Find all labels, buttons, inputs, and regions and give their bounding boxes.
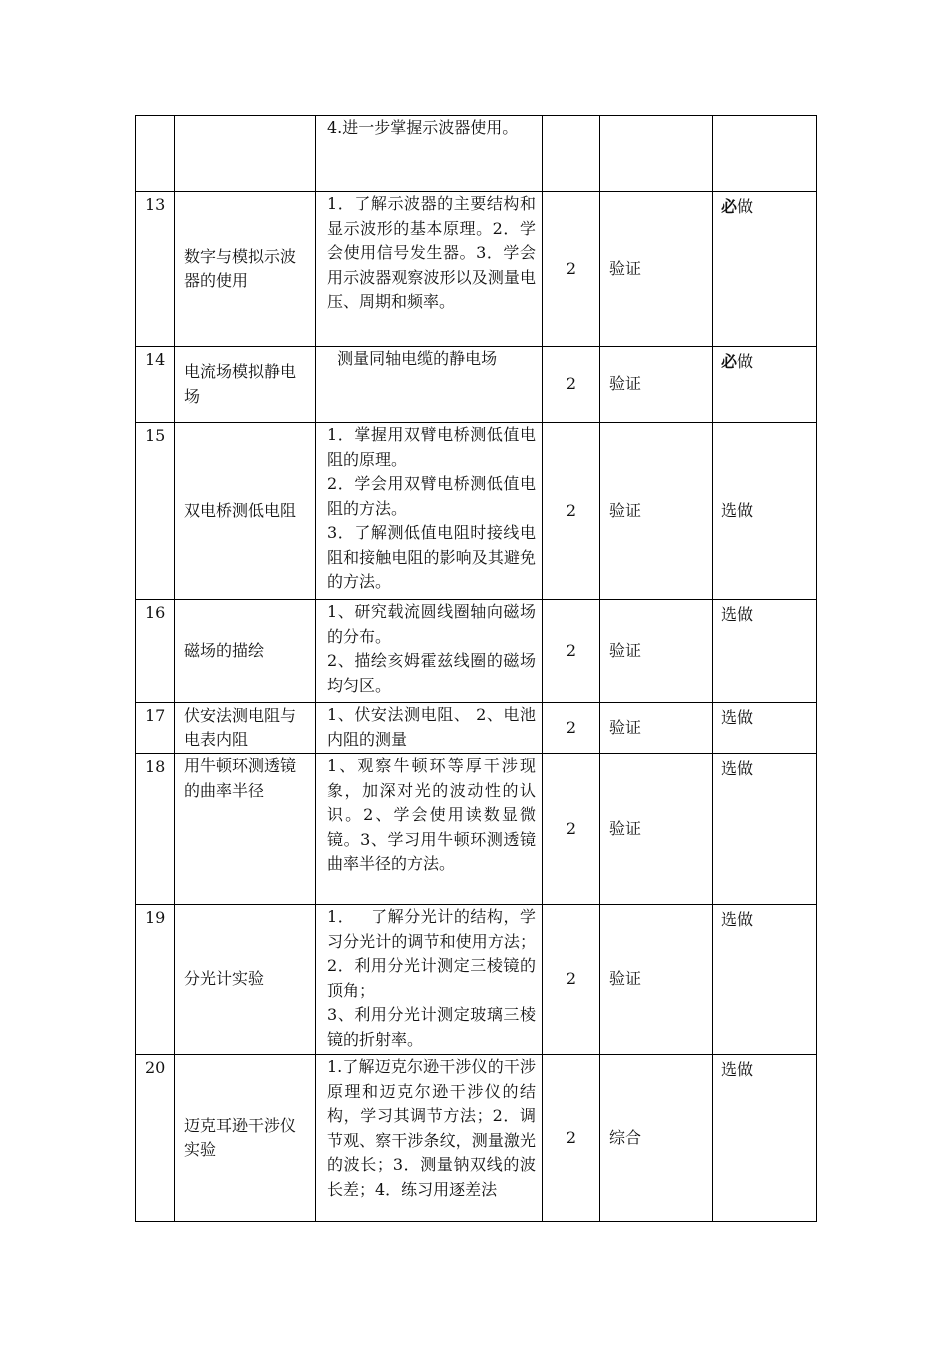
table-row: [136, 347, 817, 423]
experiment-requirement: [713, 347, 817, 423]
goal-line: 测量同轴电缆的静电场: [327, 349, 498, 368]
experiment-requirement: 选做: [713, 754, 817, 905]
experiment-goal: [316, 754, 543, 905]
experiment-hours: 2: [543, 347, 600, 423]
goal-line: 1．了解示波器的主要结构和显示波形的基本原理。2．学会使用信号发生器。3．学会用示波器观察波形以及测量电压、周期和频率。: [327, 194, 536, 311]
row-number: 15: [136, 423, 175, 600]
goal-line: 1．掌握用双臂电桥测低值电阻的原理。: [327, 425, 536, 469]
experiment-hours: 2: [543, 192, 600, 347]
experiment-requirement: 选做: [713, 423, 817, 600]
goal-line: 1、研究载流圆线圈轴向磁场的分布。: [327, 602, 536, 646]
row-number: 16: [136, 600, 175, 703]
experiment-name: 分光计实验: [175, 905, 316, 1055]
row-number: 13: [136, 192, 175, 347]
experiment-type: 验证: [600, 347, 713, 423]
experiment-name: 迈克耳逊干涉仪实验: [175, 1055, 316, 1222]
experiment-requirement: 选做: [713, 1055, 817, 1222]
experiment-hours: 2: [543, 754, 600, 905]
experiment-hours: 2: [543, 703, 600, 754]
requirement-emphasis: 必: [721, 197, 738, 216]
experiment-goal: [316, 116, 543, 192]
requirement-text: 做: [737, 197, 754, 216]
goal-line: 1、观察牛顿环等厚干涉现象，加深对光的波动性的认识。2、学会使用读数显微镜。3、学习用牛顿环测透镜曲率半径的方法。: [327, 756, 536, 873]
table-row: [136, 754, 817, 905]
experiment-requirement: [713, 192, 817, 347]
table-row: [136, 703, 817, 754]
experiment-goal: [316, 423, 543, 600]
experiment-hours: 2: [543, 423, 600, 600]
goal-line: 3．了解测低值电阻时接线电阻和接触电阻的影响及其避免的方法。: [327, 523, 536, 591]
experiment-type: [600, 116, 713, 192]
experiment-name: [175, 116, 316, 192]
experiment-type: 验证: [600, 192, 713, 347]
goal-line: 2．学会用双臂电桥测低值电阻的方法。: [327, 474, 536, 518]
experiment-name: 用牛顿环测透镜的曲率半径: [175, 754, 316, 905]
experiment-type: 验证: [600, 423, 713, 600]
goal-line: 3、利用分光计测定玻璃三棱镜的折射率。: [327, 1005, 536, 1049]
experiment-type: 综合: [600, 1055, 713, 1222]
goal-line: 4.进一步掌握示波器使用。: [327, 118, 519, 137]
row-number: [136, 116, 175, 192]
experiment-goal: [316, 905, 543, 1055]
row-number: 18: [136, 754, 175, 905]
table-row: [136, 423, 817, 600]
experiment-hours: 2: [543, 905, 600, 1055]
row-number: 20: [136, 1055, 175, 1222]
experiment-name: 电流场模拟静电场: [175, 347, 316, 423]
experiment-hours: [543, 116, 600, 192]
experiment-goal: [316, 703, 543, 754]
experiment-hours: 2: [543, 1055, 600, 1222]
experiment-requirement: 选做: [713, 905, 817, 1055]
requirement-text: 做: [737, 352, 754, 371]
experiment-name: 双电桥测低电阻: [175, 423, 316, 600]
row-number: 17: [136, 703, 175, 754]
table-row: [136, 600, 817, 703]
experiment-type: 验证: [600, 754, 713, 905]
row-number: 14: [136, 347, 175, 423]
table-row: [136, 192, 817, 347]
goal-line: 1． 了解分光计的结构，学习分光计的调节和使用方法；2．利用分光计测定三棱镜的顶角；: [327, 907, 536, 1000]
experiment-goal: [316, 192, 543, 347]
experiment-requirement: [713, 116, 817, 192]
experiment-type: 验证: [600, 905, 713, 1055]
experiment-hours: 2: [543, 600, 600, 703]
experiment-name: 数字与模拟示波器的使用: [175, 192, 316, 347]
experiment-goal: [316, 347, 543, 423]
goal-line: 2、描绘亥姆霍兹线圈的磁场均匀区。: [327, 651, 536, 695]
table-row: [136, 905, 817, 1055]
goal-line: 1.了解迈克尔逊干涉仪的干涉原理和迈克尔逊干涉仪的结构，学习其调节方法；2．调节观、察干涉条纹，测量激光的波长；3．测量钠双线的波长差；4．练习用逐差法: [327, 1057, 536, 1199]
requirement-emphasis: 必: [721, 352, 738, 371]
experiment-table: [135, 115, 817, 1222]
table-row: [136, 1055, 817, 1222]
experiment-type: 验证: [600, 600, 713, 703]
experiment-goal: [316, 600, 543, 703]
experiment-name: 伏安法测电阻与电表内阻: [175, 703, 316, 754]
row-number: 19: [136, 905, 175, 1055]
experiment-goal: [316, 1055, 543, 1222]
experiment-requirement: 选做: [713, 703, 817, 754]
experiment-type: 验证: [600, 703, 713, 754]
table-row: [136, 116, 817, 192]
experiment-requirement: 选做: [713, 600, 817, 703]
experiment-name: 磁场的描绘: [175, 600, 316, 703]
goal-line: 1、伏安法测电阻、 2、电池内阻的测量: [327, 705, 536, 749]
